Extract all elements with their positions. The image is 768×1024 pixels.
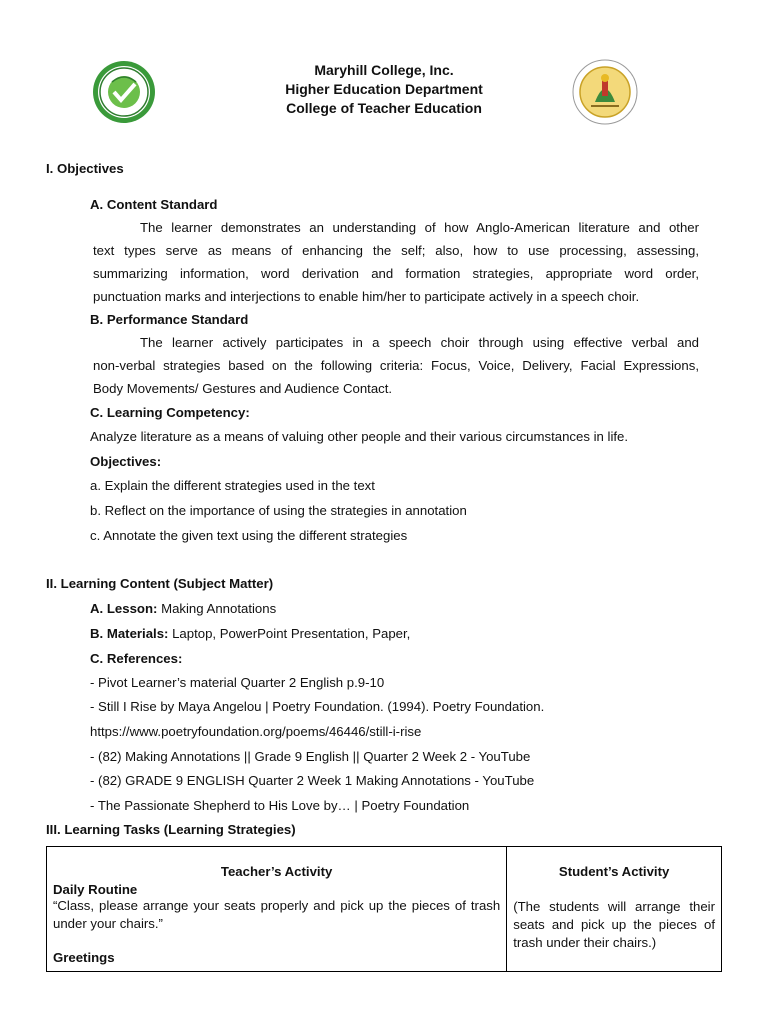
references-heading: C. References: [90, 651, 183, 666]
student-response-text: (The students will arrange their seats and pick up the pieces of trash under their chairs.) [513, 899, 715, 950]
objective-item-b: b. Reflect on the importance of using the strategies in annotation [90, 503, 467, 518]
reference-item: - Pivot Learner’s material Quarter 2 English p.9-10 [90, 675, 385, 690]
reference-item: - (82) Making Annotations || Grade 9 English || Quarter 2 Week 2 - YouTube [90, 749, 531, 764]
reference-url[interactable]: https://www.poetryfoundation.org/poems/46446/still-i-rise [90, 724, 422, 739]
content-standard-heading: A. Content Standard [90, 197, 218, 212]
reference-item: - Still I Rise by Maya Angelou | Poetry Foundation. (1994). Poetry Foundation. [90, 699, 545, 714]
learning-competency-heading: C. Learning Competency: [90, 405, 250, 420]
materials-value: Laptop, PowerPoint Presentation, Paper, [168, 626, 411, 641]
student-activity-cell [507, 847, 722, 972]
teacher-activity-cell [47, 847, 507, 972]
department-name: Higher Education Department [285, 81, 483, 97]
section-learning-tasks-title: III. Learning Tasks (Learning Strategies) [46, 822, 296, 837]
reference-item: - The Passionate Shepherd to His Love by… | Poetry Foundation [90, 798, 470, 813]
college-unit-name: College of Teacher Education [286, 100, 482, 116]
daily-routine-label: Daily Routine [53, 882, 138, 897]
student-activity-header: Student’s Activity [558, 864, 670, 879]
performance-standard-line-2: non-verbal strategies based on the following criteria: Focus, Voice, Delivery, Facial Expressions, [93, 358, 699, 373]
content-standard-line-4: punctuation marks and interjections to enable him/her to participate actively in a speech choir. [93, 289, 640, 304]
teacher-instruction-text: “Class, please arrange your seats properly and pick up the pieces of trash under your chairs.” [53, 898, 501, 931]
college-name: Maryhill College, Inc. [314, 62, 454, 78]
content-standard-line-1: The learner demonstrates an understanding of how Anglo-American literature and other [140, 220, 699, 235]
materials-label: B. Materials: [90, 626, 169, 641]
materials-line [90, 626, 410, 641]
performance-standard-line-1: The learner actively participates in a speech choir through using effective verbal and [140, 335, 699, 350]
objective-item-c: c. Annotate the given text using the different strategies [90, 528, 408, 543]
learning-tasks-table [46, 846, 722, 972]
performance-standard-line-3: Body Movements/ Gestures and Audience Contact. [93, 381, 393, 396]
lesson-line [90, 601, 276, 616]
content-standard-line-3: summarizing information, word derivation and formation strategies, appropriate word order, [93, 266, 699, 281]
performance-standard-heading: B. Performance Standard [90, 312, 249, 327]
teacher-activity-header: Teacher’s Activity [220, 864, 333, 879]
greetings-label: Greetings [53, 950, 115, 965]
section-objectives-title: I. Objectives [46, 161, 124, 176]
learning-competency-text: Analyze literature as a means of valuing other people and their various circumstances in life. [90, 429, 629, 444]
objectives-heading: Objectives: [90, 454, 162, 469]
lesson-value: Making Annotations [157, 601, 277, 616]
reference-item: - (82) GRADE 9 ENGLISH Quarter 2 Week 1 Making Annotations - YouTube [90, 773, 535, 788]
content-standard-line-2: text types serve as means of enhancing the self; also, how to use processing, assessing, [93, 243, 699, 258]
lesson-label: A. Lesson: [90, 601, 158, 616]
objective-item-a: a. Explain the different strategies used in the text [90, 478, 375, 493]
section-learning-content-title: II. Learning Content (Subject Matter) [46, 576, 274, 591]
